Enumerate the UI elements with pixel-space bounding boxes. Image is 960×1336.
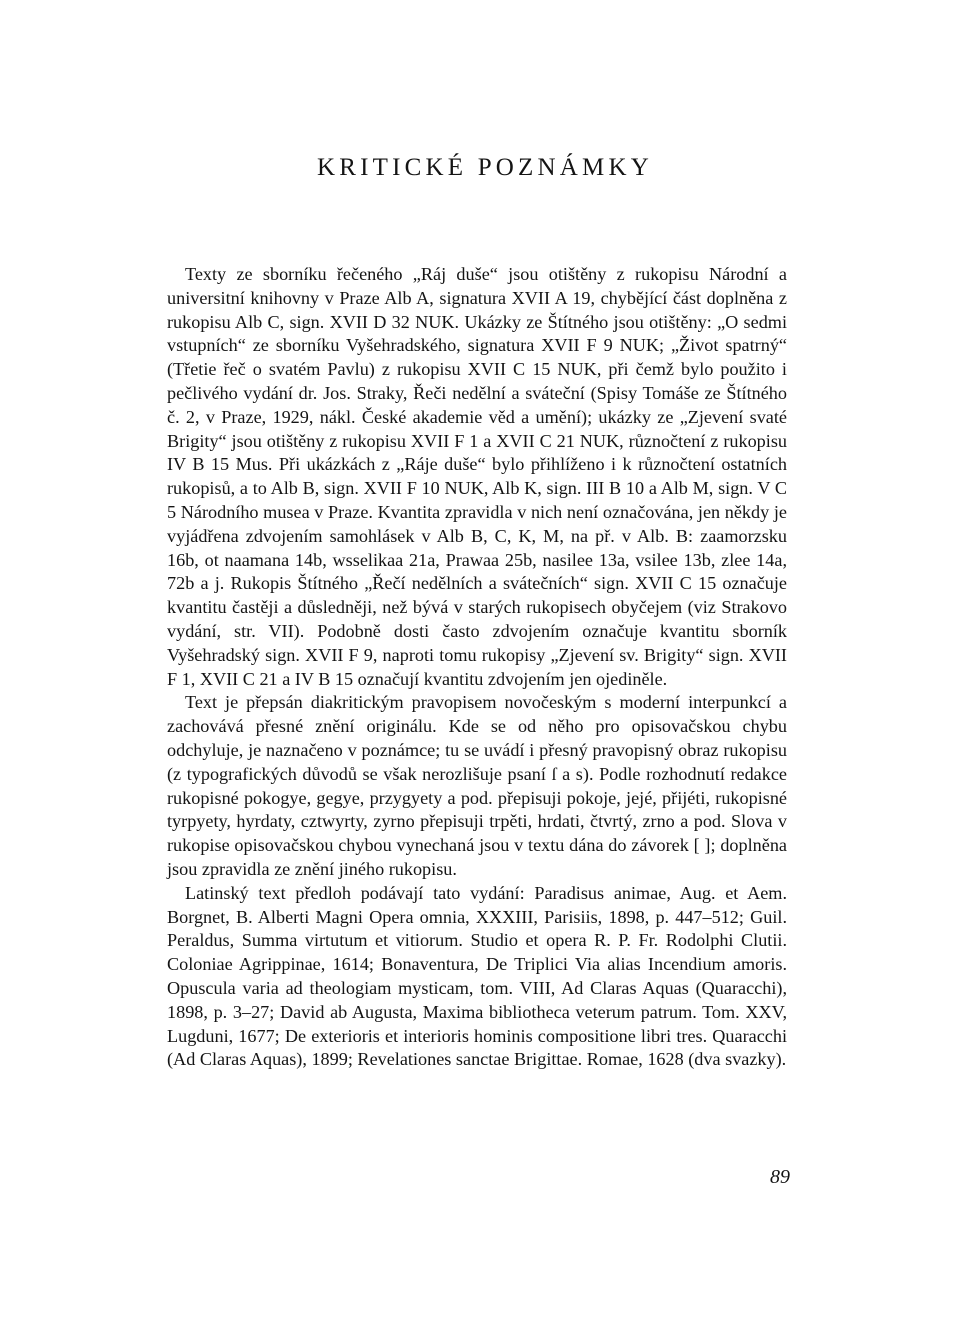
page-number: 89	[770, 1166, 790, 1188]
paragraph-latin-editions: Latinský text předloh podávají tato vydání: Paradisus animae, Aug. et Aem. Borgnet, B. Alberti Magni Opera omnia, XXXIII, Parisiis, 1898, p. 447–512; Guil. Peraldus, Summa virtutum et vitiorum. Studio et opera R. P. Fr. Rodolphi Clutii. Coloniae Agrippinae, 1614; Bonaventura, De Triplici Via alias Incendium amoris. Opuscula varia ad theologiam mysticam, tom. VIII, Ad Claras Aquas (Quaracchi), 1898, p. 3–27; David ab Augusta, Maxima bibliotheca veterum patrum. Tom. XXV, Lugduni, 1677; De exterioris et interioris hominis compositione libri tres. Quaracchi (Ad Claras Aquas), 1899; Revelationes sanctae Brigittae. Romae, 1628 (dva svazky).	[167, 882, 787, 1070]
paragraph-sources: Texty ze sborníku řečeného „Ráj duše“ jsou otištěny z rukopisu Národní a universitní knihovny v Praze Alb A, signatura XVII A 19, chybějící část doplněna z rukopisu Alb C, sign. XVII D 32 NUK. Ukázky ze Štítného jsou otištěny: „O sedmi vstupních“ ze sborníku Vyšehradského, signatura XVII F 9 NUK; „Život spatrný“ (Třetie řeč o svatém Pavlu) z rukopisu XVII C 15 NUK, při čemž bylo použito i pečlivého vydání dr. Jos. Straky, Řeči nedělní a sváteční (Spisy Tomáše ze Štítného č. 2, v Praze, 1929, nákl. České akademie věd a umění); ukázky ze „Zjevení svaté Brigity“ jsou otištěny z rukopisu XVII F 1 a XVII C 21 NUK, různočtení z rukopisu IV B 15 Mus. Při ukázkách z „Ráje duše“ bylo přihlíženo i k různočtení ostatních rukopisů, a to Alb B, sign. XVII F 10 NUK, Alb K, sign. III B 10 a Alb M, sign. V C 5 Národního musea v Praze. Kvantita zpravidla v nich není označována, jen někdy je vyjádřena zdvojením samohlásek v Alb B, C, K, M, na př. v Alb. B: zaamorzsku 16b, ot naamana 14b, wsselikaa 21a, Prawaa 25b, nasilee 13a, vsilee 13b, zlee 14a, 72b a j. Rukopis Štítného „Řečí nedělních a svátečních“ sign. XVII C 15 označuje kvantitu častěji a důsledněji, než bývá v starých rukopisech obyčejem (viz Strakovo vydání, str. VII). Podobně dosti často zdvojením označuje kvantitu sborník Vyšehradský sign. XVII F 9, naproti tomu rukopisy „Zjevení sv. Brigity“ sign. XVII F 1, XVII C 21 a IV B 15 označují kvantitu zdvojením jen ojediněle.	[167, 264, 787, 689]
body-text	[167, 263, 787, 1072]
page-title: KRITICKÉ POZNÁMKY	[317, 154, 653, 181]
paragraph-transcription: Text je přepsán diakritickým pravopisem novočeským s moderní interpunkcí a zachovává přesné znění originálu. Kde se od něho pro opisovačskou chybu odchyluje, je naznačeno v poznámce; tu se uvádí i přesný pravopisný obraz rukopisu (z typografických důvodů se však nerozlišuje psaní ſ a s). Podle rozhodnutí redakce rukopisné pokogye, gegye, przygyety a pod. přepisuji pokoje, jejé, přijéti, rukopisné tyrpyety, hyrdaty, cztwyrty, zyrno přepisuji trpěti, hrdati, čtvrtý, zrno a pod. Slova v rukopise opisovačskou chybou vynechaná jsou v textu dána do závorek [ ]; doplněna jsou zpravidla ze znění jiného rukopisu.	[167, 692, 787, 879]
